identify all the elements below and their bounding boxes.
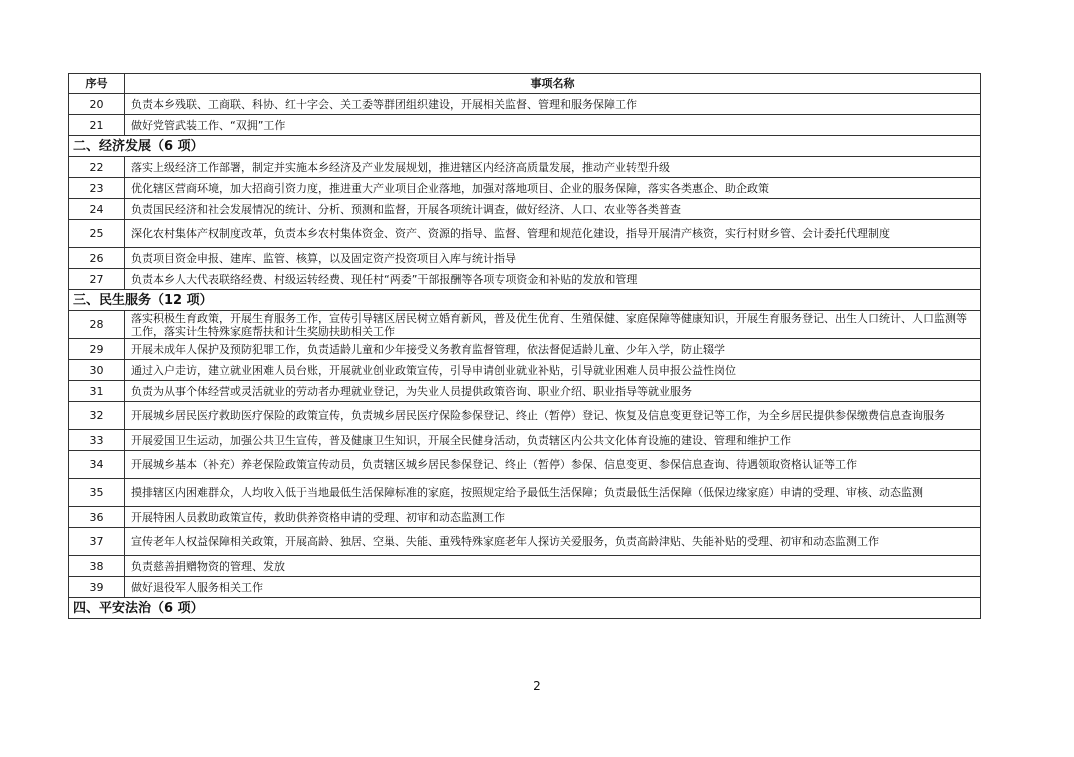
table-row	[69, 430, 981, 451]
table-row	[69, 269, 981, 290]
row-item-text: 落实积极生育政策，开展生育服务工作，宣传引导辖区居民树立婚育新风，普及优生优育、生殖保健、家庭保障等健康知识，开展生育服务登记、出生人口统计、人口监测等工作，落实计生特殊家庭帮扶和计生奖励扶助相关工作	[125, 311, 981, 339]
row-item-text: 优化辖区营商环境，加大招商引资力度，推进重大产业项目企业落地，加强对落地项目、企业的服务保障，落实各类惠企、助企政策	[125, 178, 981, 199]
table-row	[69, 577, 981, 598]
row-item-text: 负责慈善捐赠物资的管理、发放	[125, 556, 981, 577]
row-number: 21	[69, 115, 125, 136]
table-row	[69, 360, 981, 381]
table-row	[69, 157, 981, 178]
row-number: 36	[69, 507, 125, 528]
row-number: 24	[69, 199, 125, 220]
header-item-name: 事项名称	[125, 74, 981, 94]
duty-table	[68, 73, 981, 619]
row-number: 22	[69, 157, 125, 178]
row-number: 26	[69, 248, 125, 269]
table-row	[69, 94, 981, 115]
row-item-text: 落实上级经济工作部署，制定并实施本乡经济及产业发展规划，推进辖区内经济高质量发展，推动产业转型升级	[125, 157, 981, 178]
table-row	[69, 115, 981, 136]
row-item-text: 做好退役军人服务相关工作	[125, 577, 981, 598]
table-row	[69, 402, 981, 430]
table-row	[69, 556, 981, 577]
row-number: 31	[69, 381, 125, 402]
section-heading: 四、平安法治（6 项）	[69, 598, 981, 619]
table-row	[69, 311, 981, 339]
row-number: 32	[69, 402, 125, 430]
row-item-text: 开展城乡居民医疗救助医疗保险的政策宣传，负责城乡居民医疗保险参保登记、终止（暂停）登记、恢复及信息变更登记等工作，为全乡居民提供参保缴费信息查询服务	[125, 402, 981, 430]
table-row	[69, 339, 981, 360]
row-number: 20	[69, 94, 125, 115]
section-heading-row	[69, 290, 981, 311]
row-item-text: 宣传老年人权益保障相关政策，开展高龄、独居、空巢、失能、重残特殊家庭老年人探访关爱服务，负责高龄津贴、失能补贴的受理、初审和动态监测工作	[125, 528, 981, 556]
page-number: 2	[533, 679, 541, 693]
section-heading-row	[69, 598, 981, 619]
row-item-text: 负责项目资金申报、建库、监管、核算，以及固定资产投资项目入库与统计指导	[125, 248, 981, 269]
row-item-text: 负责本乡人大代表联络经费、村级运转经费、现任村“两委”干部报酬等各项专项资金和补贴的发放和管理	[125, 269, 981, 290]
row-number: 30	[69, 360, 125, 381]
table-row	[69, 381, 981, 402]
row-number: 34	[69, 451, 125, 479]
row-item-text: 开展城乡基本（补充）养老保险政策宣传动员，负责辖区城乡居民参保登记、终止（暂停）参保、信息变更、参保信息查询、待遇领取资格认证等工作	[125, 451, 981, 479]
row-number: 29	[69, 339, 125, 360]
row-item-text: 负责本乡残联、工商联、科协、红十字会、关工委等群团组织建设，开展相关监督、管理和服务保障工作	[125, 94, 981, 115]
section-heading-row	[69, 136, 981, 157]
table-row	[69, 178, 981, 199]
table-header-row	[69, 74, 981, 94]
row-item-text: 深化农村集体产权制度改革，负责本乡农村集体资金、资产、资源的指导、监督、管理和规范化建设，指导开展清产核资，实行村财乡管、会计委托代理制度	[125, 220, 981, 248]
row-item-text: 摸排辖区内困难群众，人均收入低于当地最低生活保障标准的家庭，按照规定给予最低生活保障；负责最低生活保障（低保边缘家庭）申请的受理、审核、动态监测	[125, 479, 981, 507]
row-number: 23	[69, 178, 125, 199]
row-number: 27	[69, 269, 125, 290]
table-row	[69, 220, 981, 248]
section-heading: 二、经济发展（6 项）	[69, 136, 981, 157]
row-number: 25	[69, 220, 125, 248]
table-row	[69, 248, 981, 269]
row-item-text: 做好党管武装工作、“双拥”工作	[125, 115, 981, 136]
row-number: 28	[69, 311, 125, 339]
row-number: 33	[69, 430, 125, 451]
section-heading: 三、民生服务（12 项）	[69, 290, 981, 311]
row-item-text: 开展爱国卫生运动，加强公共卫生宣传，普及健康卫生知识，开展全民健身活动，负责辖区内公共文化体育设施的建设、管理和维护工作	[125, 430, 981, 451]
header-number: 序号	[69, 74, 125, 94]
row-item-text: 开展未成年人保护及预防犯罪工作，负责适龄儿童和少年接受义务教育监督管理，依法督促适龄儿童、少年入学，防止辍学	[125, 339, 981, 360]
row-item-text: 开展特困人员救助政策宣传，救助供养资格申请的受理、初审和动态监测工作	[125, 507, 981, 528]
table-row	[69, 199, 981, 220]
table-row	[69, 451, 981, 479]
table-row	[69, 528, 981, 556]
row-number: 39	[69, 577, 125, 598]
table-row	[69, 479, 981, 507]
row-number: 37	[69, 528, 125, 556]
row-item-text: 负责国民经济和社会发展情况的统计、分析、预测和监督，开展各项统计调查，做好经济、人口、农业等各类普查	[125, 199, 981, 220]
row-item-text: 负责为从事个体经营或灵活就业的劳动者办理就业登记，为失业人员提供政策咨询、职业介绍、职业指导等就业服务	[125, 381, 981, 402]
row-item-text: 通过入户走访，建立就业困难人员台账，开展就业创业政策宣传，引导申请创业就业补贴，引导就业困难人员申报公益性岗位	[125, 360, 981, 381]
table-row	[69, 507, 981, 528]
row-number: 35	[69, 479, 125, 507]
row-number: 38	[69, 556, 125, 577]
